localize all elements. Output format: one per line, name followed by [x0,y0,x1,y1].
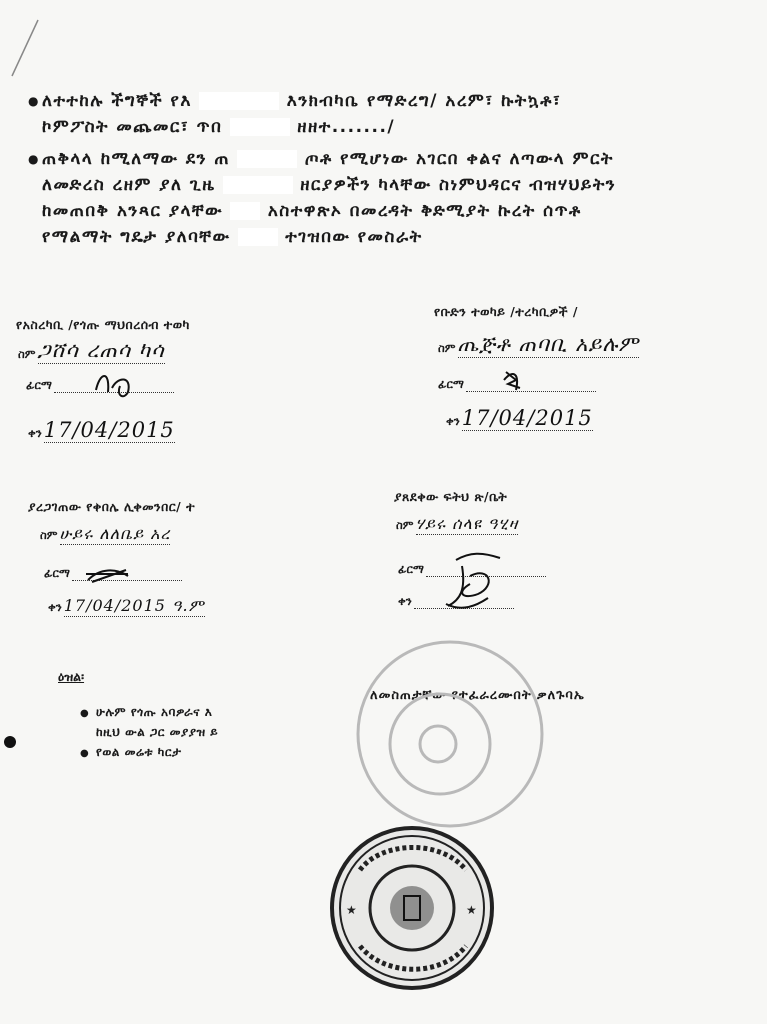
bullet-line-1: ጠቅላላ ከሚለማው ደን ጠ [42,149,231,169]
bullet-dot: ● [80,748,90,759]
name-label: ስም [18,347,36,361]
tenant-title: የአስረካቢ /የጎጡ ማህበረሰብ ተወካ [16,317,190,332]
bullet-line-2: ጦቶ የሚሆነው አገርበ ቀልና ለጣውላ ምርት [304,149,614,169]
bullet-line-6: አስተዋጽኦ በመረዳት ቅድሚያት ኩረት ሰጥቶ [267,201,582,221]
bullet-line-7: የማልማት ግዴታ ያለባቸው [42,227,231,247]
tenant-name-value: ጋሸሳ ረጠሳ ካሳ [37,338,165,362]
bullet-dot: ● [28,152,40,166]
court-title: ያጸደቀው ፍትህ ጽ/ቤት [394,489,508,504]
verifier-name-value: ሁይሩ ለለቤይ አረ [59,524,171,543]
scan-artifact-dot [4,736,16,748]
bullet-line-1: ለተተከሉ ችግኞች የእ [42,91,192,111]
bullet-line-4: ዘርያዎችን ካላቸው ስነምህዳርና ብዝሃህይትን [300,175,617,195]
bullet-line-2: እንክብካቤ የማድረግ/ አረም፣ ኩትኳቶ፣ [286,91,562,111]
court-signature [446,554,500,608]
court-name-value: ሃይሩ ሰላዩ ዓሂዛ [415,514,519,533]
notes-title: ዕዝል፡ [58,669,85,684]
date-label: ቀን [28,426,42,440]
date-label: ቀን [48,600,62,614]
sign-label: ፊርማ [398,562,424,576]
note-text: ሁሉም የጎጡ አባዎራና እ [96,705,213,719]
verifier-signature [86,570,128,582]
faded-round-stamp [358,642,542,826]
sign-label: ፊርማ [438,377,464,391]
forest-date-value: 17/04/2015 [461,406,593,430]
note-text: ከዚህ ውል ጋር መያያዝ ይ [96,725,219,739]
bullet-dot: ● [80,708,90,719]
forest-signature [504,372,520,390]
date-label: ቀን [446,414,460,428]
name-label: ስም [396,518,414,532]
sign-label: ፊርማ [26,378,52,392]
note-text: የወል መሬቱ ካርታ [96,745,182,759]
bullet-line-3: ለመድረስ ረዘም ያለ ጊዜ [42,175,216,195]
bullet-line-5: ከመጠበቅ አንጻር ያላቸው [42,201,223,221]
name-label: ስም [40,528,58,542]
tenant-date-value: 17/04/2015 [43,418,175,442]
sign-label: ፊርማ [44,566,70,580]
scan-artifact-line [12,20,38,76]
bullet-dot: ● [28,94,40,108]
bullet-line-4: ዘዘተ......./ [297,117,396,137]
verifier-date-value: 17/04/2015 ዓ.ም [63,596,205,615]
forest-title: የቡድን ተወካይ /ተረካቢዎች / [434,304,578,319]
bullet-line-8: ተገዝበው የመስራት [285,227,423,247]
name-label: ስም [438,341,456,355]
stamp-overlay-text: ለመስጠታቸው የተፈራረሙበት ቃለጉባኤ [370,688,585,703]
svg-text:★: ★ [466,903,477,917]
verifier-title: ያረጋገጠው የቀበሌ ሊቀመንበር/ ተ [28,499,196,514]
forest-name-value: ጤጅቶ ጠባቢ አይሉም [457,332,639,356]
date-label: ቀን [398,594,412,608]
tenant-signature [96,376,129,396]
official-seal-stamp [332,828,492,988]
svg-text:★: ★ [346,903,357,917]
bullet-line-3: ኮምፖስት መጨመር፣ ጥበ [42,117,223,137]
